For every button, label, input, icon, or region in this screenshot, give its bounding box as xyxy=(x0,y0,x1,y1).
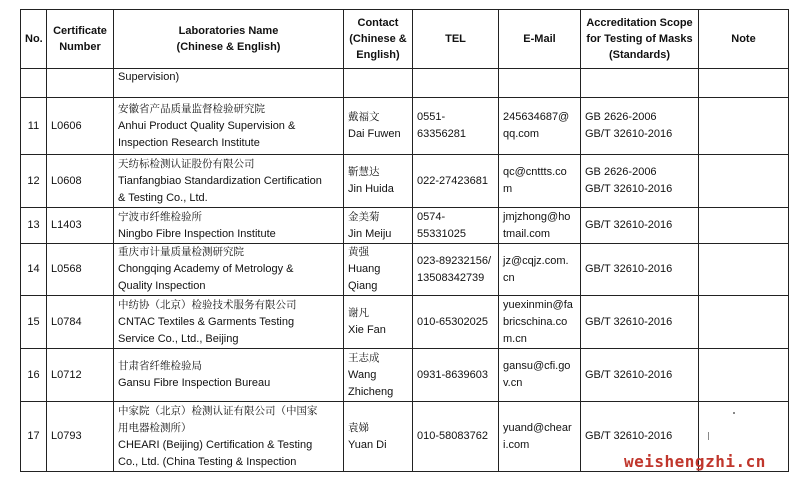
row-number: 15 xyxy=(21,296,47,349)
email: gansu@cfi.go v.cn xyxy=(499,349,581,402)
table-row xyxy=(21,349,789,402)
contact: 黄强 Huang Qiang xyxy=(344,244,413,296)
row-number: 12 xyxy=(21,155,47,208)
table-row xyxy=(21,296,789,349)
certificate-number: L0568 xyxy=(47,244,114,296)
row-number: 13 xyxy=(21,208,47,244)
certificate-number: L0606 xyxy=(47,98,114,155)
table-row-continuation xyxy=(21,69,789,98)
certificate-number: L0784 xyxy=(47,296,114,349)
header-contact: Contact (Chinese & English) xyxy=(344,10,413,69)
table-row xyxy=(21,208,789,244)
note xyxy=(699,98,789,155)
scope: GB/T 32610-2016 xyxy=(581,349,699,402)
note xyxy=(699,155,789,208)
lab-name: 甘肃省纤维检验局 Gansu Fibre Inspection Bureau xyxy=(114,349,344,402)
row-number: 11 xyxy=(21,98,47,155)
tel: 0574-55331025 xyxy=(413,208,499,244)
scope: GB/T 32610-2016 xyxy=(581,208,699,244)
lab-name: 安徽省产品质量监督检验研究院 Anhui Product Quality Supervision & Inspection Research Institute xyxy=(114,98,344,155)
note xyxy=(699,349,789,402)
header-note: Note xyxy=(699,10,789,69)
tel: 010-58083762 xyxy=(413,402,499,472)
row-number: 14 xyxy=(21,244,47,296)
email: jz@cqjz.com. cn xyxy=(499,244,581,296)
contact: 金美菊 Jin Meiju xyxy=(344,208,413,244)
tel: 022-27423681 xyxy=(413,155,499,208)
header-row xyxy=(21,10,789,69)
email: qc@cnttts.co m xyxy=(499,155,581,208)
header-laboratory: Laboratories Name (Chinese & English) xyxy=(114,10,344,69)
header-no: No. xyxy=(21,10,47,69)
email: jmjzhong@ho tmail.com xyxy=(499,208,581,244)
scope: GB 2626-2006 GB/T 32610-2016 xyxy=(581,98,699,155)
contact: 戴福文 Dai Fuwen xyxy=(344,98,413,155)
contact: 王志成 Wang Zhicheng xyxy=(344,349,413,402)
certificate-number: L0608 xyxy=(47,155,114,208)
tel: 010-65302025 xyxy=(413,296,499,349)
tel: 023-89232156/ 13508342739 xyxy=(413,244,499,296)
lab-name-continuation: Supervision) xyxy=(114,69,344,98)
note xyxy=(699,244,789,296)
lab-name: 中家院（北京）检测认证有限公司（中国家 用电器检测所） CHEARI (Beijing) Certification & Testing Co., Ltd. (China Testing & Inspection xyxy=(114,402,344,472)
header-scope: Accreditation Scope for Testing of Masks (Standards) xyxy=(581,10,699,69)
row-number: 16 xyxy=(21,349,47,402)
scope: GB 2626-2006 GB/T 32610-2016 xyxy=(581,155,699,208)
lab-name: 天纺标检测认证股份有限公司 Tianfangbiao Standardization Certification & Testing Co., Ltd. xyxy=(114,155,344,208)
email: yuand@chear i.com xyxy=(499,402,581,472)
tel: 0931-8639603 xyxy=(413,349,499,402)
email: 245634687@ qq.com xyxy=(499,98,581,155)
table-row xyxy=(21,98,789,155)
header-certificate: Certificate Number xyxy=(47,10,114,69)
lab-name: 中纺协（北京）检验技术服务有限公司 CNTAC Textiles & Garments Testing Service Co., Ltd., Beijing xyxy=(114,296,344,349)
scope: GB/T 32610-2016 xyxy=(581,296,699,349)
header-email: E-Mail xyxy=(499,10,581,69)
table-row xyxy=(21,244,789,296)
lab-name: 宁波市纤维检验所 Ningbo Fibre Inspection Institute xyxy=(114,208,344,244)
lab-name: 重庆市计量质量检测研究院 Chongqing Academy of Metrology & Quality Inspection xyxy=(114,244,344,296)
contact: 靳慧达 Jin Huida xyxy=(344,155,413,208)
certificate-number: L0712 xyxy=(47,349,114,402)
watermark: weishengzhi.cn xyxy=(624,452,766,471)
note xyxy=(699,296,789,349)
note xyxy=(699,208,789,244)
scope: GB/T 32610-2016 xyxy=(581,244,699,296)
row-number: 17 xyxy=(21,402,47,472)
scope: GB/T 32610-2016 xyxy=(581,402,699,472)
certificate-number: L1403 xyxy=(47,208,114,244)
scan-mark xyxy=(708,432,709,440)
certificate-number: L0793 xyxy=(47,402,114,472)
tel: 0551-63356281 xyxy=(413,98,499,155)
email: yuexinmin@fa bricschina.co m.cn xyxy=(499,296,581,349)
labs-table xyxy=(20,9,789,472)
contact: 袁娣 Yuan Di xyxy=(344,402,413,472)
table-row xyxy=(21,155,789,208)
contact: 谢凡 Xie Fan xyxy=(344,296,413,349)
scan-dot xyxy=(733,412,735,414)
header-tel: TEL xyxy=(413,10,499,69)
